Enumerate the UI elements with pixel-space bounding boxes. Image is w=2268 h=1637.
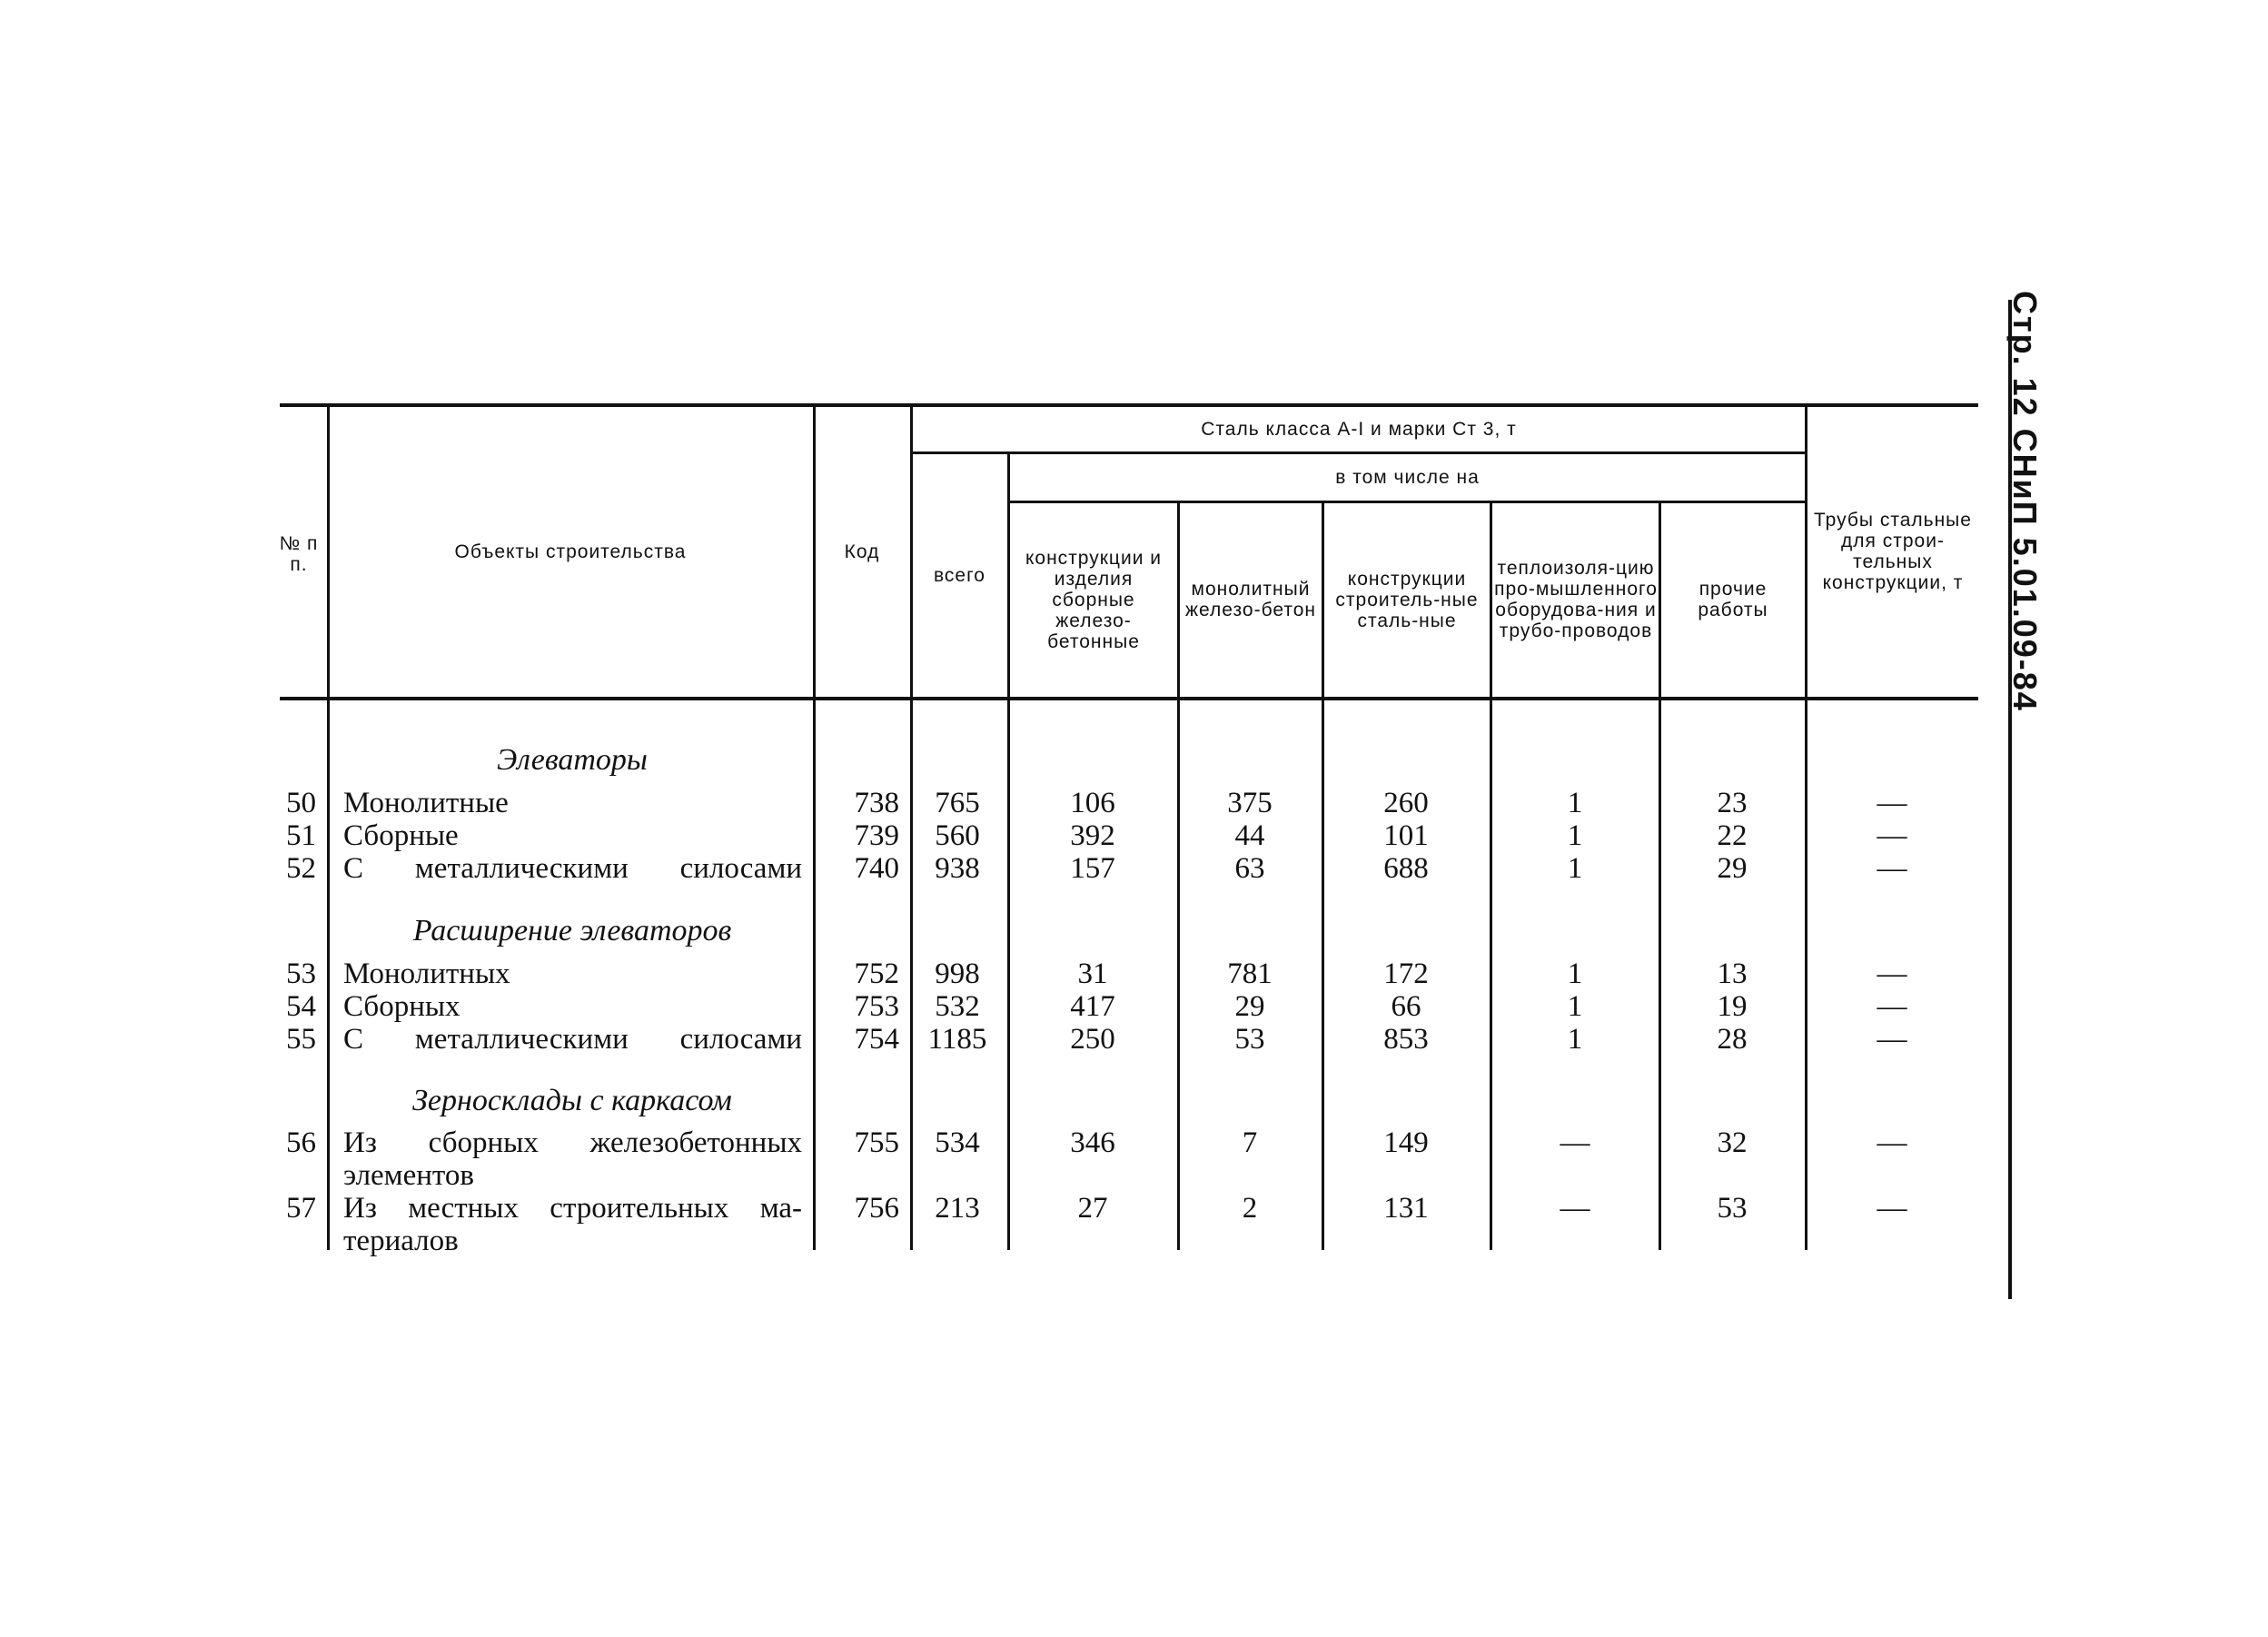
section-title: Зерносклады с каркасом [412,1084,732,1117]
header-code: Код [844,541,880,562]
cell-code: 738 [854,787,899,819]
cell-total: 213 [935,1192,980,1225]
cell-pipes: — [1877,819,1907,852]
cell-precast: 417 [1070,990,1115,1023]
cell-total: 560 [935,819,980,852]
cell-code: 755 [854,1126,899,1159]
cell-n: 51 [286,819,316,852]
cell-pipes: — [1877,1192,1907,1225]
cell-n: 53 [286,957,316,990]
header-insulation: теплоизоля-цию про-мышленного оборудова-ния и трубо-проводов [1494,558,1658,641]
header-pipes: Трубы стальные для строи-тельных конструкции, т [1814,510,1972,593]
cell-steel: 149 [1383,1126,1429,1159]
cell-name: Из местных строительных ма- [343,1192,802,1225]
cell-code: 752 [854,957,899,990]
cell-n: 52 [286,852,316,885]
cell-steel: 101 [1383,819,1429,852]
cell-ins: — [1560,1192,1590,1225]
cell-precast: 106 [1070,787,1115,819]
cell-n: 55 [286,1023,316,1056]
cell-code: 740 [854,852,899,885]
cell-pipes: — [1877,1126,1907,1159]
header-no: № п п. [279,533,319,575]
cell-n: 50 [286,787,316,819]
cell-ins: — [1560,1126,1590,1159]
cell-pipes: — [1877,852,1907,885]
cell-total: 534 [935,1126,980,1159]
cell-mono: 29 [1234,990,1265,1023]
header-bottom-rule [280,697,1978,700]
cell-other: 53 [1717,1192,1748,1225]
cell-mono: 375 [1227,787,1273,819]
cell-name: Монолитные [343,787,509,819]
cell-steel: 688 [1383,852,1429,885]
cell-mono: 2 [1242,1192,1258,1225]
section-title: Элеваторы [497,743,648,777]
header-precast: конструкции и изделия сборные железо-бетонные [1025,547,1162,652]
section-title: Расширение элеваторов [412,914,732,947]
cell-total: 938 [935,852,980,885]
cell-steel: 853 [1383,1023,1429,1056]
cell-total: 532 [935,990,980,1023]
cell-other: 23 [1717,787,1748,819]
cell-n: 54 [286,990,316,1023]
cell-mono: 63 [1234,852,1265,885]
cell-name: Из сборных железобетонных [343,1126,802,1159]
cell-ins: 1 [1567,787,1583,819]
header-objects: Объекты строительства [454,541,687,562]
cell-total: 998 [935,957,980,990]
cell-precast: 346 [1070,1126,1115,1159]
cell-steel: 260 [1383,787,1429,819]
cell-ins: 1 [1567,990,1583,1023]
cell-precast: 27 [1077,1192,1108,1225]
cell-pipes: — [1877,990,1907,1023]
cell-precast: 31 [1077,957,1108,990]
header-steel-struct: конструкции строитель-ные сталь-ные [1335,568,1479,631]
cell-other: 29 [1717,852,1748,885]
cell-code: 753 [854,990,899,1023]
cell-total: 1185 [927,1023,987,1056]
cell-name: Сборных [343,990,461,1023]
cell-precast: 157 [1070,852,1115,885]
cell-ins: 1 [1567,819,1583,852]
cell-name-continued: териалов [343,1225,459,1257]
cell-code: 739 [854,819,899,852]
cell-total: 765 [935,787,980,819]
cell-other: 13 [1717,957,1748,990]
cell-name-continued: элементов [343,1159,474,1192]
incl-rule [1009,501,1807,503]
cell-name: С металлическими силосами [343,852,802,885]
cell-pipes: — [1877,957,1907,990]
cell-ins: 1 [1567,852,1583,885]
cell-pipes: — [1877,1023,1907,1056]
page-side-label: Стр. 12 СНиП 5.01.09-84 [2006,291,2044,712]
cell-precast: 392 [1070,819,1115,852]
cell-steel: 131 [1383,1192,1429,1225]
cell-other: 19 [1717,990,1748,1023]
cell-code: 756 [854,1192,899,1225]
cell-ins: 1 [1567,957,1583,990]
cell-mono: 7 [1242,1126,1258,1159]
cell-steel: 172 [1383,957,1429,990]
cell-name: С металлическими силосами [343,1023,802,1056]
cell-other: 28 [1717,1023,1748,1056]
cell-other: 22 [1717,819,1748,852]
cell-n: 56 [286,1126,316,1159]
cell-pipes: — [1877,787,1907,819]
header-monolithic: монолитный железо-бетон [1185,579,1316,620]
header-other: прочие работы [1698,579,1768,620]
cell-precast: 250 [1070,1023,1115,1056]
cell-n: 57 [286,1192,316,1225]
cell-other: 32 [1717,1126,1748,1159]
cell-mono: 44 [1234,819,1265,852]
cell-code: 754 [854,1023,899,1056]
cell-ins: 1 [1567,1023,1583,1056]
cell-name: Монолитных [343,957,510,990]
cell-mono: 781 [1227,957,1273,990]
cell-mono: 53 [1234,1023,1265,1056]
cell-name: Сборные [343,819,459,852]
header-incl: в том числе на [1335,466,1480,488]
header-total: всего [934,564,985,586]
header-steel-group: Сталь класса А-I и марки Ст 3, т [1201,418,1517,440]
cell-steel: 66 [1391,990,1421,1023]
